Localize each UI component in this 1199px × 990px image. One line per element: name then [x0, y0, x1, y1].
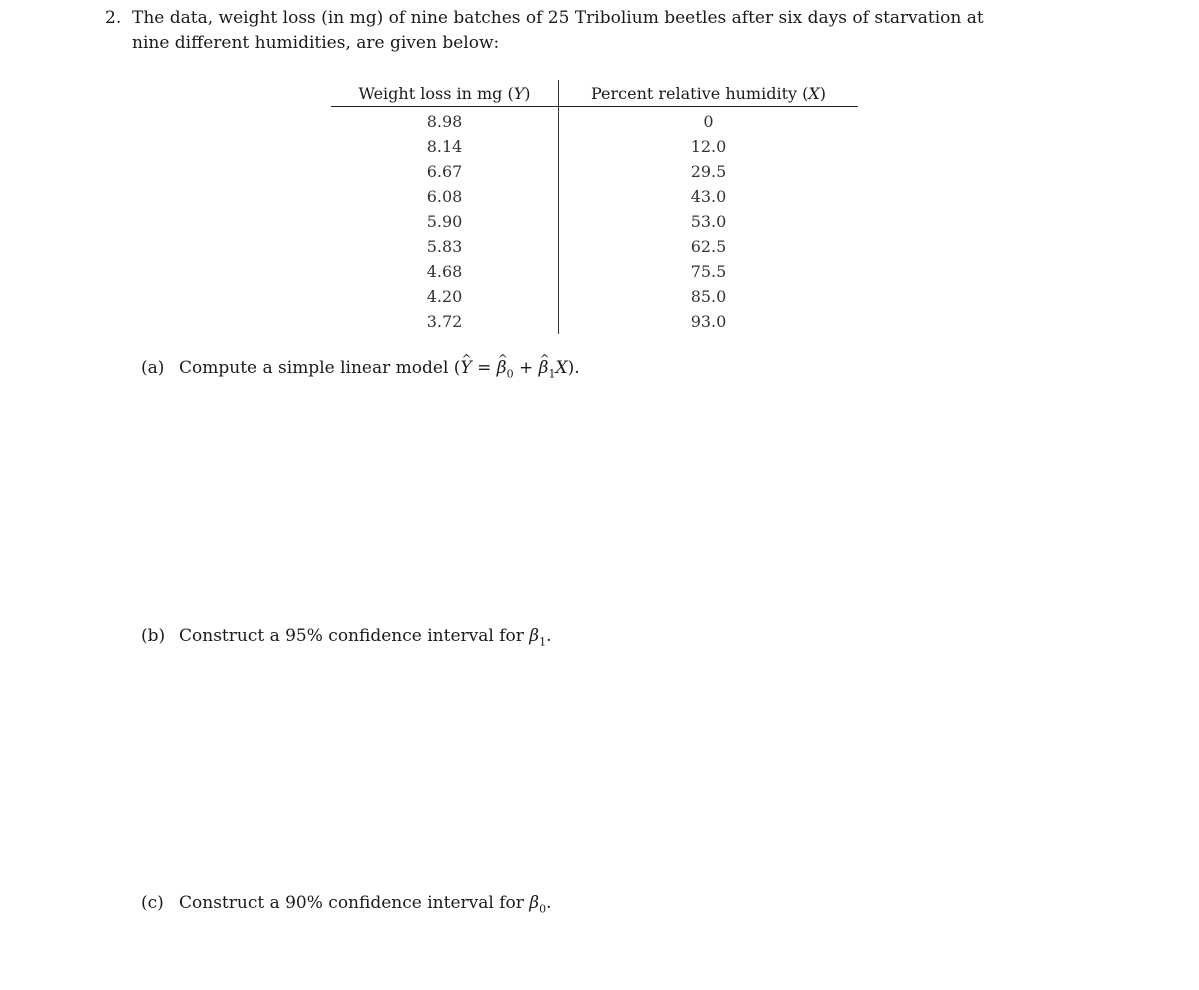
cell-weight-loss: 8.98 — [331, 107, 559, 135]
cell-humidity: 29.5 — [690, 162, 727, 181]
header-x-var: X — [808, 84, 820, 103]
beta-0-symbol: $\beta_0$. — [529, 893, 552, 916]
beta-1-symbol: $\beta_1$. — [529, 626, 552, 649]
part-c-text: Construct a 90% confidence interval for — [179, 893, 524, 913]
cell-humidity: 75.5 — [690, 262, 727, 281]
cell-weight-loss: 5.83 — [331, 234, 559, 259]
cell-weight-loss: 4.68 — [331, 259, 559, 284]
part-b — [141, 624, 552, 654]
table-row — [331, 234, 858, 259]
problem-line-1 — [105, 6, 1065, 31]
cell-humidity: 53.0 — [690, 212, 727, 231]
cell-weight-loss: 6.08 — [331, 184, 559, 209]
data-table — [331, 80, 858, 334]
header-humidity: Percent relative humidity (X) — [559, 80, 859, 107]
cell-humidity: 43.0 — [690, 187, 727, 206]
header-y-label: Weight loss in mg — [358, 84, 503, 103]
problem-text-line-1: The data, weight loss (in mg) of nine batches of 25 Tribolium beetles after six days of starvation at — [132, 8, 984, 28]
table-row — [331, 284, 858, 309]
cell-humidity: 85.0 — [690, 287, 727, 306]
problem-number: 2. — [105, 8, 122, 28]
part-a-label: (a) — [141, 358, 165, 378]
part-c-label: (c) — [141, 893, 164, 913]
cell-humidity: 62.5 — [690, 237, 727, 256]
problem-statement — [105, 6, 1065, 56]
table-row — [331, 259, 858, 284]
linear-model-formula: (^ Y = ^ $\beta_0$ + ^ $\beta_1X$). — [454, 358, 580, 378]
table-row — [331, 209, 858, 234]
cell-weight-loss: 4.20 — [331, 284, 559, 309]
problem-text-line-2: nine different humidities, are given below: — [132, 33, 500, 53]
cell-weight-loss: 8.14 — [331, 134, 559, 159]
cell-humidity: 12.0 — [690, 137, 727, 156]
part-a — [141, 356, 580, 386]
table-row — [331, 159, 858, 184]
table-row — [331, 134, 858, 159]
table-header-row — [331, 80, 858, 107]
header-weight-loss: Weight loss in mg (Y) — [331, 80, 559, 107]
table-row — [331, 184, 858, 209]
cell-humidity: 93.0 — [690, 312, 727, 331]
header-y-var: Y — [513, 84, 525, 103]
table-row — [331, 309, 858, 334]
table-row — [331, 107, 858, 135]
part-b-label: (b) — [141, 626, 166, 646]
header-x-label: Percent relative humidity — [590, 84, 798, 103]
cell-weight-loss: 5.90 — [331, 209, 559, 234]
cell-weight-loss: 6.67 — [331, 159, 559, 184]
part-a-text: Compute a simple linear model — [179, 358, 449, 378]
cell-weight-loss: 3.72 — [331, 309, 559, 334]
part-b-text: Construct a 95% confidence interval for — [179, 626, 524, 646]
cell-humidity: 0 — [703, 112, 714, 131]
part-c — [141, 891, 552, 921]
